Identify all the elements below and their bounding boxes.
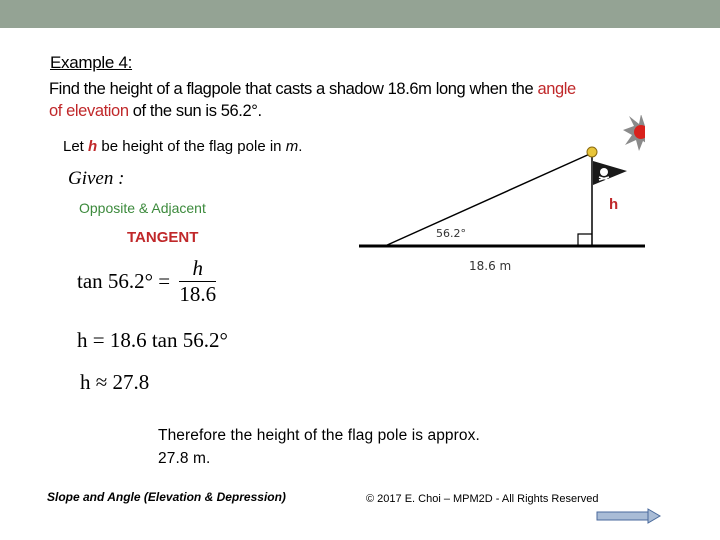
let-statement: [63, 138, 302, 155]
let-suffix: .: [298, 138, 303, 155]
footer-topic: Slope and Angle (Elevation & Depression): [47, 490, 286, 504]
fraction-numerator: h: [179, 256, 216, 282]
conclusion-text: Therefore the height of the flag pole is approx. 27.8 m.: [158, 427, 480, 467]
equation-tan-lhs: tan 56.2° =: [77, 269, 171, 293]
next-arrow-button[interactable]: [596, 508, 662, 524]
tangent-label: TANGENT: [127, 229, 199, 246]
let-unit: m: [285, 138, 299, 155]
slide-title: Example 4:: [50, 53, 133, 72]
given-label: Given :: [68, 168, 125, 189]
let-middle: be height of the flag pole in: [97, 138, 286, 155]
height-label: h: [609, 196, 619, 213]
problem-highlight-angle: angle: [537, 80, 576, 98]
problem-text-part1: Find the height of a flagpole that casts a shadow 18.6m long when the: [49, 80, 538, 98]
opposite-adjacent-label: Opposite & Adjacent: [79, 200, 206, 216]
equation-solve: h = 18.6 tan 56.2°: [77, 328, 228, 352]
fraction-denominator: 18.6: [179, 282, 217, 306]
angle-label: 56.2°: [436, 227, 466, 240]
problem-highlight-elevation: of elevation: [49, 102, 129, 120]
right-angle-marker: [578, 234, 592, 246]
let-prefix: Let: [63, 138, 89, 155]
sun-ray-line: [385, 153, 592, 246]
flagpole-diagram: [355, 115, 645, 280]
sun-icon: [623, 115, 645, 151]
pole-top-ball: [587, 147, 597, 157]
equation-tan: [77, 256, 216, 307]
footer-copyright: © 2017 E. Choi – MPM2D - All Rights Reserved: [366, 493, 599, 505]
problem-text-part2: of the sun is 56.2°.: [128, 102, 262, 120]
equation-fraction: [179, 256, 216, 307]
base-length-label: 18.6 m: [469, 259, 512, 273]
let-variable: h: [88, 138, 98, 155]
pirate-flag-icon: [593, 161, 627, 185]
equation-result: h ≈ 27.8: [80, 370, 150, 394]
top-banner: [0, 0, 720, 28]
